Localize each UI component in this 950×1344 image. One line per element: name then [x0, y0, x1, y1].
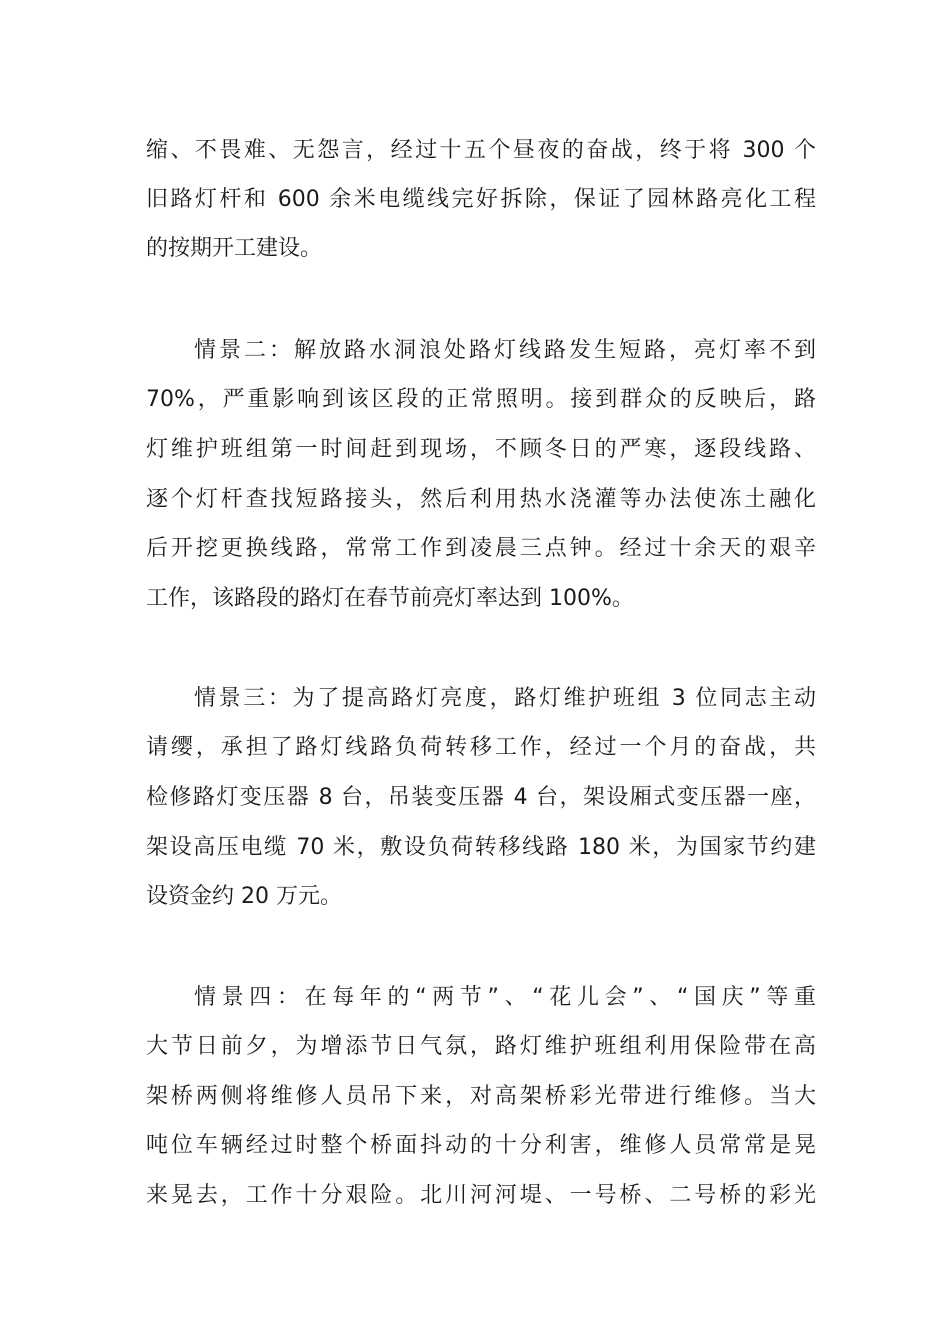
paragraph-line: 的按期开工建设。 — [146, 236, 323, 261]
paragraph-line: 后开挖更换线路，常常工作到凌晨三点钟。经过十余天的艰辛 — [146, 536, 816, 561]
paragraph-line: 吨位车辆经过时整个桥面抖动的十分利害，维修人员常常是晃 — [146, 1133, 816, 1158]
paragraph-line: 架桥两侧将维修人员吊下来，对高架桥彩光带进行维修。当大 — [146, 1084, 816, 1109]
paragraph-line: 大节日前夕，为增添节日气氛，路灯维护班组利用保险带在高 — [146, 1034, 816, 1059]
paragraph-line: 工作，该路段的路灯在春节前亮灯率达到 100%。 — [146, 586, 634, 611]
paragraph-line: 灯维护班组第一时间赶到现场，不顾冬日的严寒，逐段线路、 — [146, 437, 816, 462]
paragraph-first-line: 情景四：在每年的“两节”、“花儿会”、“国庆”等重 — [194, 985, 816, 1010]
paragraph-line: 检修路灯变压器 8 台，吊装变压器 4 台，架设厢式变压器一座， — [146, 785, 816, 810]
paragraph-line: 来晃去，工作十分艰险。北川河河堤、一号桥、二号桥的彩光 — [146, 1183, 816, 1208]
paragraph-line: 逐个灯杆查找短路接头，然后利用热水浇灌等办法使冻土融化 — [146, 487, 816, 512]
paragraph-line: 请缨，承担了路灯线路负荷转移工作，经过一个月的奋战，共 — [146, 735, 816, 760]
paragraph-first-line: 情景二：解放路水洞浪处路灯线路发生短路，亮灯率不到 — [194, 338, 816, 363]
paragraph-line: 70%，严重影响到该区段的正常照明。接到群众的反映后，路 — [146, 387, 816, 412]
paragraph-line: 架设高压电缆 70 米，敷设负荷转移线路 180 米，为国家节约建 — [146, 835, 816, 860]
paragraph-line: 旧路灯杆和 600 余米电缆线完好拆除，保证了园林路亮化工程 — [146, 187, 816, 212]
paragraph-line: 设资金约 20 万元。 — [146, 884, 342, 909]
paragraph-line: 缩、不畏难、无怨言，经过十五个昼夜的奋战，终于将 300 个 — [146, 138, 816, 163]
paragraph-first-line: 情景三：为了提高路灯亮度，路灯维护班组 3 位同志主动 — [194, 686, 816, 711]
